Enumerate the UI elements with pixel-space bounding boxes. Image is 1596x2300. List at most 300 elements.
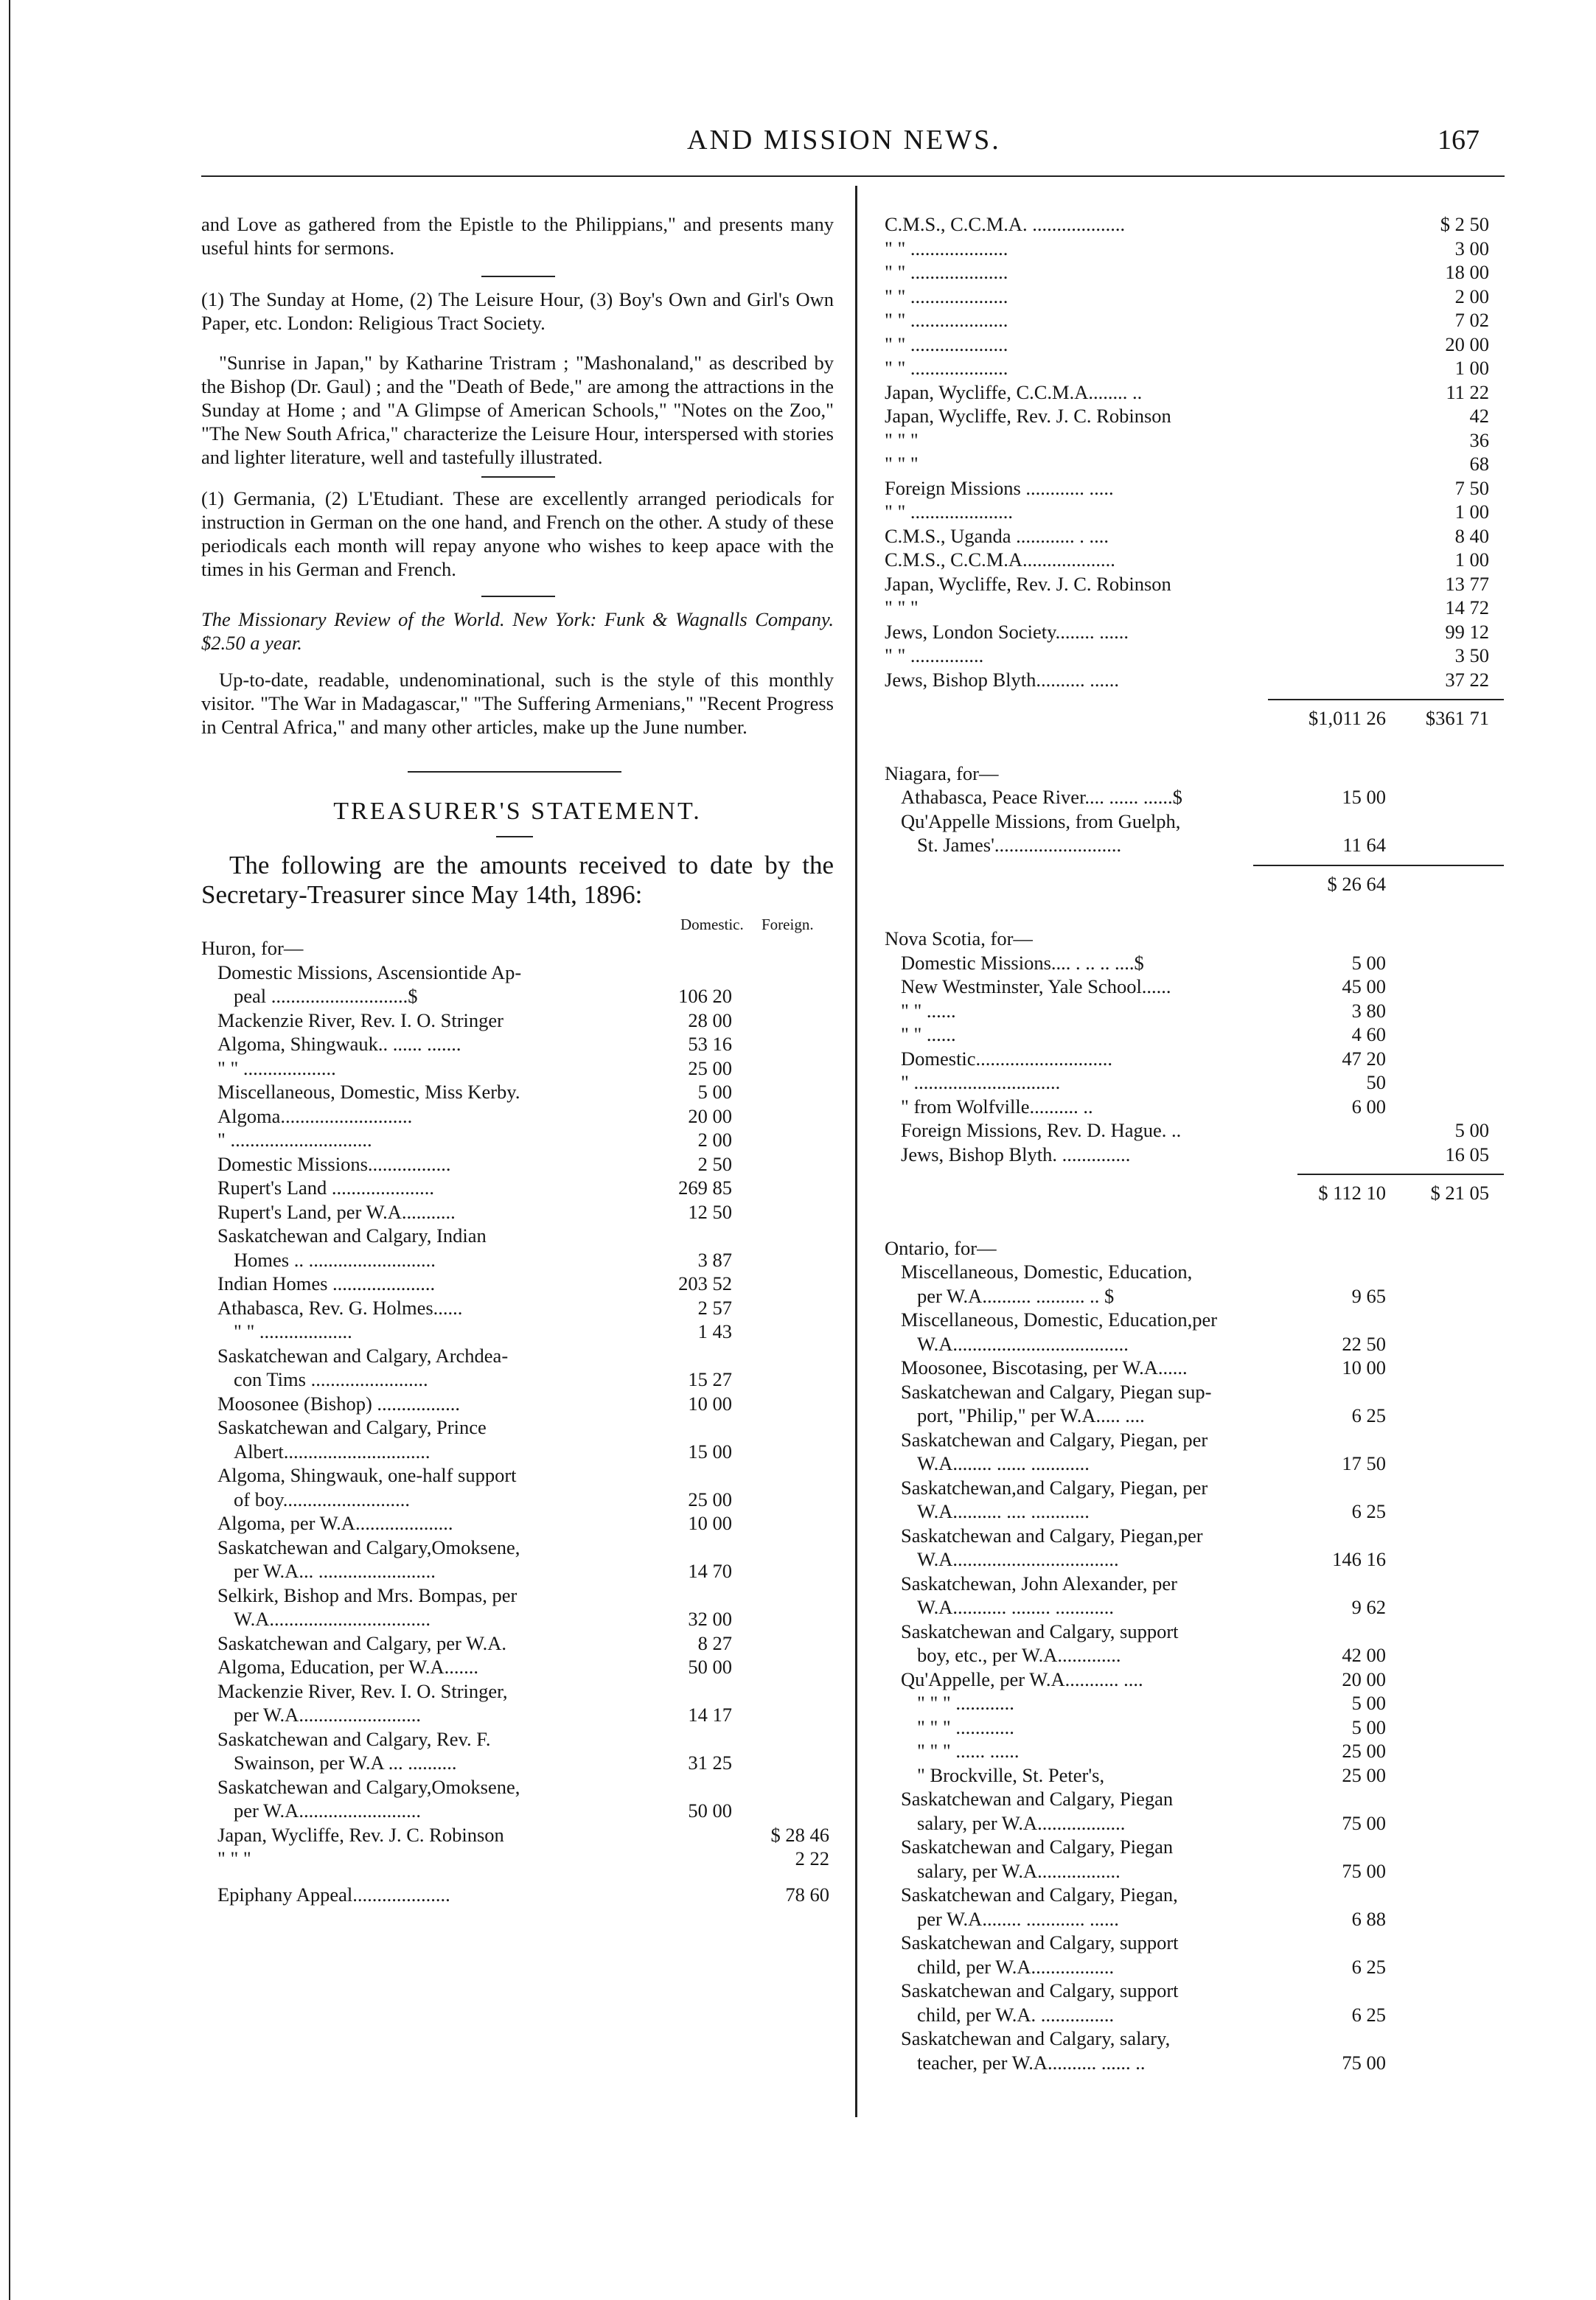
- domestic-amount: 2 00: [697, 1129, 732, 1151]
- entry-label: Rupert's Land .....................: [217, 1177, 435, 1199]
- entry-label: Saskatchewan and Calgary, support: [901, 1620, 1179, 1642]
- foreign-amount: 1 00: [1454, 501, 1489, 523]
- foreign-amount: 1 00: [1454, 357, 1489, 379]
- entry-label: " " ....................: [885, 237, 1008, 259]
- entry-label: per W.A.......... .......... .. $: [917, 1284, 1115, 1307]
- foreign-amount: 18 00: [1445, 261, 1489, 283]
- review-paragraph: Up-to-date, readable, undenominational, such is the style of this monthly visitor. "The War in Madagascar," "The Suffering Armenians," "Recent Progress in Central Africa," and many other articles, make up the June number.: [201, 669, 834, 738]
- entry-label: New Westminster, Yale School......: [901, 975, 1171, 997]
- entry-label: " " ....................: [885, 285, 1008, 307]
- ledger-row: [885, 1499, 1504, 1524]
- spacer: [885, 896, 1504, 927]
- ledger-row: [201, 961, 834, 985]
- foreign-amount: 36: [1469, 428, 1489, 451]
- entry-label: Albert..............................: [234, 1440, 431, 1463]
- foreign-amount: 78 60: [785, 1883, 829, 1906]
- nova-scotia-domestic-total: $ 112 10: [1318, 1182, 1386, 1204]
- ledger-row: [201, 1320, 834, 1344]
- ledger-row: [885, 1047, 1504, 1071]
- foreign-amount: 1 00: [1454, 548, 1489, 571]
- ledger-row: [201, 1415, 834, 1440]
- domestic-amount: 6 25: [1351, 2003, 1386, 2026]
- domestic-amount: 15 00: [1342, 786, 1386, 808]
- entry-label: " Brockville, St. Peter's,: [917, 1763, 1105, 1786]
- entry-label: " " ": [217, 1847, 251, 1869]
- entry-label: Qu'Appelle, per W.A........... ....: [901, 1668, 1143, 1690]
- domestic-amount: 9 65: [1351, 1284, 1386, 1307]
- ledger-row: [885, 1715, 1504, 1740]
- entry-label: child, per W.A. ...............: [917, 2003, 1115, 2026]
- ledger-row: [201, 1631, 834, 1656]
- foreign-amount: 20 00: [1445, 332, 1489, 355]
- domestic-amount: 6 88: [1351, 1907, 1386, 1930]
- ledger-row: [885, 2051, 1504, 2075]
- domestic-amount: 106 20: [678, 985, 732, 1007]
- entry-label: Saskatchewan and Calgary, support: [901, 1931, 1179, 1954]
- ledger-row: [885, 237, 1504, 261]
- domestic-amount: 25 00: [688, 1056, 732, 1079]
- entry-label: St. James'..........................: [917, 834, 1122, 856]
- domestic-amount: 6 25: [1351, 1955, 1386, 1978]
- entry-label: Homes .. ..........................: [234, 1248, 436, 1271]
- entry-label: boy, etc., per W.A.............: [917, 1644, 1121, 1666]
- ledger-row: [885, 1143, 1504, 1167]
- ledger-row: [885, 1356, 1504, 1380]
- ledger-row: [885, 999, 1504, 1023]
- ledger-row: [885, 308, 1504, 332]
- entry-label: Swainson, per W.A ... ..........: [234, 1752, 457, 1774]
- domestic-amount: 9 62: [1351, 1596, 1386, 1618]
- ledger-row: [201, 1511, 834, 1536]
- ledger-row: [201, 1463, 834, 1488]
- ledger-row: [885, 809, 1504, 834]
- section-heading: Nova Scotia, for—: [885, 927, 1033, 949]
- entry-label: Jews, Bishop Blyth. ..............: [901, 1143, 1131, 1165]
- domestic-amount: 42 00: [1342, 1644, 1386, 1666]
- ledger-row: [885, 524, 1504, 548]
- ledger-row: [885, 1763, 1504, 1788]
- foreign-amount: 7 50: [1454, 476, 1489, 499]
- domestic-amount: 3 87: [697, 1248, 732, 1271]
- foreign-amount: 13 77: [1445, 572, 1489, 595]
- treasurer-heading: TREASURER'S STATEMENT.: [333, 798, 702, 825]
- domestic-amount: 28 00: [688, 1008, 732, 1031]
- ledger-row: [201, 1200, 834, 1224]
- ledger-row: [201, 1008, 834, 1033]
- page-number: 167: [1438, 125, 1480, 156]
- entry-label: W.A.......... .... ............: [917, 1500, 1090, 1522]
- domestic-amount: 5 00: [1351, 951, 1386, 974]
- entry-label: child, per W.A.................: [917, 1955, 1115, 1978]
- ledger-row: [201, 1583, 834, 1608]
- huron-foreign-total: $361 71: [1425, 707, 1489, 729]
- ledger-row: [201, 1823, 834, 1847]
- foreign-amount: 16 05: [1445, 1143, 1489, 1165]
- review-paragraph: (1) Germania, (2) L'Etudiant. These are excellently arranged periodicals for instruction in German on the one hand, and French on the other. A study of these periodicals each month will repay anyone who wishes to keep apace with the times in his German and French.: [201, 487, 834, 580]
- ledger-row: [885, 1691, 1504, 1715]
- entry-label: Qu'Appelle Missions, from Guelph,: [901, 809, 1181, 832]
- ledger-row: [885, 1118, 1504, 1143]
- ledger-row: [885, 356, 1504, 380]
- domestic-amount: 53 16: [688, 1033, 732, 1055]
- foreign-amount: 5 00: [1454, 1119, 1489, 1141]
- ledger-row: [201, 1344, 834, 1368]
- domestic-amount: 50 00: [688, 1799, 732, 1822]
- ledger-row: [201, 1128, 834, 1152]
- entry-label: " " " ............: [917, 1692, 1014, 1714]
- entry-label: per W.A.........................: [234, 1799, 421, 1822]
- foreign-amount: 14 72: [1445, 596, 1489, 618]
- ledger-row: [885, 1620, 1504, 1644]
- entry-label: Saskatchewan,and Calgary, Piegan, per: [901, 1476, 1208, 1499]
- foreign-amount: 42: [1469, 405, 1489, 427]
- column-divider: [855, 186, 857, 2117]
- entry-label: Algoma, Shingwauk.. ...... .......: [217, 1033, 461, 1055]
- entry-label: Saskatchewan and Calgary, Piegan, per: [901, 1428, 1208, 1451]
- niagara-total-row: [885, 872, 1504, 896]
- entry-label: Saskatchewan and Calgary, salary,: [901, 2027, 1171, 2049]
- nova-scotia-foreign-total: $ 21 05: [1430, 1182, 1489, 1204]
- domestic-amount: 5 00: [1351, 1715, 1386, 1738]
- ledger-row: [885, 951, 1504, 975]
- domestic-amount: 31 25: [688, 1752, 732, 1774]
- entry-label: Japan, Wycliffe, Rev. J. C. Robinson: [885, 405, 1171, 427]
- entry-label: Mackenzie River, Rev. I. O. Stringer,: [217, 1679, 508, 1702]
- section-rule: [496, 836, 533, 837]
- entry-label: " " ....................: [885, 261, 1008, 283]
- review-paragraph: and Love as gathered from the Epistle to the Philippians," and presents many useful hints for sermons.: [201, 213, 834, 259]
- ledger-row: [885, 1380, 1504, 1404]
- ledger-row: [885, 1811, 1504, 1836]
- entry-label: per W.A........ ............ ......: [917, 1907, 1119, 1930]
- domestic-amount: 6 00: [1351, 1095, 1386, 1118]
- entry-label: Japan, Wycliffe, C.C.M.A........ ..: [885, 380, 1143, 403]
- entry-label: " " ....................: [885, 357, 1008, 379]
- foreign-amount: 2 22: [795, 1847, 829, 1869]
- ledger-row: [885, 1931, 1504, 1955]
- ledger-row: [885, 1308, 1504, 1332]
- entry-label: Saskatchewan and Calgary, Piegan: [901, 1836, 1174, 1858]
- domestic-amount: 4 60: [1351, 1023, 1386, 1045]
- entry-label: Foreign Missions ............ .....: [885, 476, 1114, 499]
- entry-label: Domestic Missions.... . .. .. ....$: [901, 951, 1144, 974]
- entry-label: Domestic............................: [901, 1047, 1113, 1070]
- ledger-row: [885, 1404, 1504, 1428]
- domestic-amount: 11 64: [1342, 834, 1386, 856]
- entry-label: C.M.S., Uganda ............ . ....: [885, 524, 1109, 547]
- right-column: [885, 212, 1504, 2074]
- domestic-amount: 20 00: [1342, 1668, 1386, 1690]
- domestic-amount: 75 00: [1342, 1859, 1386, 1882]
- ledger-row: [885, 476, 1504, 501]
- niagara-domestic-total: $ 26 64: [1327, 872, 1386, 895]
- entry-label: " " " ............: [917, 1715, 1014, 1738]
- domestic-amount: 47 20: [1342, 1047, 1386, 1070]
- review-paragraph: The Missionary Review of the World. New York: Funk & Wagnalls Company. $2.50 a year.: [201, 608, 834, 654]
- ledger-row: [885, 1524, 1504, 1548]
- domestic-amount: 50 00: [688, 1656, 732, 1678]
- entry-label: Algoma...........................: [217, 1104, 413, 1127]
- ledger-row: [201, 1224, 834, 1248]
- foreign-amount: 8 40: [1454, 524, 1489, 547]
- domestic-amount: 8 27: [697, 1631, 732, 1654]
- ledger-row: [885, 1284, 1504, 1308]
- domestic-amount: 14 17: [688, 1704, 732, 1726]
- ledger-row: [885, 2027, 1504, 2051]
- ledger-row: [201, 1488, 834, 1512]
- entry-label: Indian Homes .....................: [217, 1272, 436, 1294]
- header-rule: [201, 175, 1505, 177]
- domestic-amount: 2 50: [697, 1152, 732, 1175]
- ledger-row: [885, 1883, 1504, 1907]
- entry-label: Saskatchewan and Calgary, support: [901, 1979, 1179, 2001]
- section-rule: [481, 596, 555, 597]
- entry-label: Saskatchewan and Calgary, Rev. F.: [217, 1727, 491, 1750]
- ledger-row: [885, 1907, 1504, 1931]
- entry-label: Epiphany Appeal....................: [217, 1883, 450, 1906]
- ledger-row: [885, 1022, 1504, 1047]
- entry-label: Miscellaneous, Domestic, Miss Kerby.: [217, 1081, 520, 1103]
- entry-label: " " ": [885, 596, 919, 618]
- ledger-row: [201, 1296, 834, 1320]
- ledger-row: [885, 572, 1504, 596]
- ledger-row: [201, 1248, 834, 1272]
- entry-label: port, "Philip," per W.A..... ....: [917, 1404, 1145, 1426]
- domestic-amount: 75 00: [1342, 1811, 1386, 1834]
- spacer: [885, 731, 1504, 762]
- ledger-row: [885, 1452, 1504, 1476]
- entry-label: C.M.S., C.C.M.A...................: [885, 548, 1115, 571]
- entry-label: of boy..........................: [234, 1488, 410, 1510]
- entry-label: Japan, Wycliffe, Rev. J. C. Robinson: [217, 1823, 504, 1846]
- foreign-amount: $ 2 50: [1440, 213, 1489, 235]
- entry-label: Saskatchewan and Calgary, Piegan sup-: [901, 1380, 1212, 1403]
- entry-label: Saskatchewan and Calgary,Omoksene,: [217, 1775, 520, 1798]
- entry-label: W.A....................................: [917, 1332, 1129, 1355]
- domestic-amount: 15 27: [688, 1368, 732, 1390]
- ledger-row: [885, 620, 1504, 644]
- foreign-amount: 7 02: [1454, 309, 1489, 331]
- ledger-row: [885, 644, 1504, 668]
- entry-label: Athabasca, Peace River.... ...... ......$: [901, 786, 1182, 808]
- spacer: [885, 1205, 1504, 1236]
- entry-label: Saskatchewan and Calgary, Indian: [217, 1224, 487, 1247]
- entry-label: Miscellaneous, Domestic, Education,per: [901, 1308, 1218, 1331]
- ledger-row: [201, 1727, 834, 1752]
- domestic-amount: 45 00: [1342, 975, 1386, 997]
- ledger-row: [885, 1547, 1504, 1572]
- domestic-amount: 6 25: [1351, 1500, 1386, 1522]
- section-rule: [481, 276, 555, 277]
- entry-label: Algoma, per W.A....................: [217, 1512, 453, 1534]
- ledger-row: [885, 332, 1504, 357]
- entry-label: per W.A.........................: [234, 1704, 421, 1726]
- ledger-row: [885, 1643, 1504, 1668]
- entry-label: Saskatchewan and Calgary, Archdea-: [217, 1344, 509, 1367]
- column-headings: [201, 916, 834, 936]
- ledger-row: [885, 548, 1504, 572]
- ledger-row: [885, 1835, 1504, 1859]
- entry-label: W.A........... ........ ............: [917, 1596, 1114, 1618]
- huron-continued-table: [885, 212, 1504, 691]
- ledger-row: [885, 1979, 1504, 2003]
- entry-label: Algoma, Education, per W.A.......: [217, 1656, 479, 1678]
- ledger-row: [201, 1367, 834, 1392]
- foreign-amount: 99 12: [1445, 620, 1489, 643]
- entry-label: " " ": [885, 428, 919, 451]
- domestic-amount: 3 80: [1351, 999, 1386, 1022]
- ledger-row: [885, 668, 1504, 692]
- domestic-amount: 25 00: [1342, 1740, 1386, 1762]
- entry-label: W.A.................................: [234, 1608, 431, 1630]
- domestic-amount: 203 52: [678, 1272, 732, 1294]
- total-rule: [1268, 699, 1504, 700]
- domestic-amount: 10 00: [1342, 1356, 1386, 1379]
- nova-scotia-total-row: [885, 1181, 1504, 1205]
- entry-label: " " ...............: [885, 644, 984, 666]
- ledger-row: [885, 785, 1504, 809]
- domestic-amount: 14 70: [688, 1560, 732, 1582]
- ledger-row: [201, 1679, 834, 1704]
- total-rule: [1297, 1174, 1504, 1175]
- left-column: [201, 212, 834, 1906]
- entry-label: " " " ...... ......: [917, 1740, 1020, 1762]
- ledger-row: [201, 1883, 834, 1907]
- ledger-row: [885, 1428, 1504, 1452]
- entry-label: W.A..................................: [917, 1548, 1119, 1570]
- huron-domestic-total: $1,011 26: [1308, 707, 1386, 729]
- entry-label: Athabasca, Rev. G. Holmes......: [217, 1296, 463, 1319]
- review-paragraph: "Sunrise in Japan," by Katharine Tristram ; "Mashonaland," as described by the Bishop (Dr. Gaul) ; and the "Death of Bede," are among the attractions in the Sunday at Home ; and "A Glimpse of American Schools," "Notes on the Zoo," "The New South Africa," characterize the Leisure Hour, interspersed with stories and lighter literature, well and tastefully illustrated.: [201, 352, 834, 468]
- domestic-amount: 5 00: [697, 1081, 732, 1103]
- section-rule: [408, 771, 621, 773]
- entry-label: " ..............................: [901, 1071, 1061, 1093]
- domestic-amount: 20 00: [688, 1104, 732, 1127]
- ledger-row: [885, 1332, 1504, 1356]
- review-paragraph: (1) The Sunday at Home, (2) The Leisure Hour, (3) Boy's Own and Girl's Own Paper, etc. London: Religious Tract Society.: [201, 288, 834, 334]
- entry-label: Selkirk, Bishop and Mrs. Bompas, per: [217, 1583, 518, 1606]
- ledger-row: [885, 452, 1504, 476]
- entry-label: Jews, London Society........ ......: [885, 620, 1129, 643]
- entry-label: Saskatchewan, John Alexander, per: [901, 1572, 1177, 1595]
- ledger-row: [885, 380, 1504, 405]
- ledger-row: [201, 984, 834, 1008]
- entry-label: " " ....................: [885, 332, 1008, 355]
- foreign-amount: 2 00: [1454, 285, 1489, 307]
- section-heading: Ontario, for—: [885, 1236, 997, 1259]
- running-title: AND MISSION NEWS.: [687, 125, 1001, 156]
- ledger-row: [885, 1668, 1504, 1692]
- ledger-row: [885, 1595, 1504, 1620]
- entry-label: Saskatchewan and Calgary, Prince: [217, 1416, 487, 1438]
- ledger-row: [885, 2003, 1504, 2027]
- entry-label: " " ...................: [234, 1320, 352, 1342]
- foreign-amount: $ 28 46: [770, 1823, 829, 1846]
- ledger-row: [201, 1152, 834, 1177]
- section-rule: [481, 476, 555, 478]
- ledger-row: [201, 1440, 834, 1464]
- ledger-row: [201, 1056, 834, 1081]
- domestic-amount: 22 50: [1342, 1332, 1386, 1355]
- ledger-row: [201, 1392, 834, 1416]
- ledger-row: [201, 1847, 834, 1871]
- entry-label: " .............................: [217, 1129, 372, 1151]
- ledger-row: [201, 1775, 834, 1799]
- domestic-amount: 12 50: [688, 1200, 732, 1223]
- nova-scotia-table: [885, 951, 1504, 1167]
- domestic-amount: 1 43: [697, 1320, 732, 1342]
- entry-label: " " .....................: [885, 501, 1014, 523]
- entry-label: Japan, Wycliffe, Rev. J. C. Robinson: [885, 572, 1171, 595]
- foreign-amount: 11 22: [1446, 380, 1489, 403]
- ledger-row: [885, 596, 1504, 620]
- entry-label: Foreign Missions, Rev. D. Hague. ..: [901, 1119, 1182, 1141]
- ledger-row: [201, 1536, 834, 1560]
- entry-label: Saskatchewan and Calgary, Piegan,per: [901, 1524, 1203, 1547]
- domestic-amount: 32 00: [688, 1608, 732, 1630]
- domestic-amount: 2 57: [697, 1296, 732, 1319]
- ledger-row: [885, 1859, 1504, 1883]
- entry-label: Saskatchewan and Calgary, Piegan,: [901, 1883, 1178, 1906]
- page-header: [0, 124, 1596, 175]
- ledger-row: [885, 1070, 1504, 1095]
- domestic-amount: 17 50: [1342, 1452, 1386, 1474]
- domestic-heading: Domestic.: [680, 916, 744, 933]
- entry-label: " " ....................: [885, 309, 1008, 331]
- domestic-amount: 10 00: [688, 1512, 732, 1534]
- entry-label: con Tims ........................: [234, 1368, 428, 1390]
- ledger-row: [201, 1799, 834, 1823]
- ledger-row: [201, 1104, 834, 1129]
- ledger-row: [885, 833, 1504, 857]
- entry-label: salary, per W.A..................: [917, 1811, 1126, 1834]
- ledger-row: [201, 1607, 834, 1631]
- entry-label: Saskatchewan and Calgary, Piegan: [901, 1788, 1174, 1810]
- ledger-row: [885, 1572, 1504, 1596]
- entry-label: per W.A... ........................: [234, 1560, 436, 1582]
- treasurer-intro: The following are the amounts received to date by the Secretary-Treasurer since May 14th, 1896:: [201, 851, 834, 909]
- domestic-amount: 10 00: [688, 1392, 732, 1415]
- huron-table: [201, 936, 834, 1906]
- entry-label: Saskatchewan and Calgary,Omoksene,: [217, 1536, 520, 1558]
- entry-label: Moosonee, Biscotasing, per W.A......: [901, 1356, 1188, 1379]
- ledger-row: [201, 1272, 834, 1296]
- ledger-row: [201, 1655, 834, 1679]
- entry-label: Domestic Missions, Ascensiontide Ap-: [217, 961, 522, 983]
- ledger-row: [885, 1095, 1504, 1119]
- ledger-row: [885, 1787, 1504, 1811]
- entry-label: " " ": [885, 453, 919, 475]
- entry-label: Algoma, Shingwauk, one-half support: [217, 1464, 517, 1486]
- entry-label: salary, per W.A.................: [917, 1859, 1121, 1882]
- ledger-row: [885, 285, 1504, 309]
- ledger-row: [885, 500, 1504, 524]
- ledger-row: [201, 936, 834, 961]
- niagara-table: [885, 785, 1504, 857]
- ledger-row: [885, 1955, 1504, 1979]
- ledger-row: [885, 1476, 1504, 1500]
- ledger-row: [201, 1559, 834, 1583]
- entry-label: peal ............................$: [234, 985, 418, 1007]
- entry-label: W.A........ ...... ............: [917, 1452, 1090, 1474]
- entry-label: Rupert's Land, per W.A...........: [217, 1200, 456, 1223]
- ledger-row: [885, 428, 1504, 453]
- ledger-row: [885, 212, 1504, 237]
- ledger-row: [885, 404, 1504, 428]
- entry-label: teacher, per W.A.......... ...... ..: [917, 2051, 1146, 2074]
- page-edge-line: [9, 0, 10, 2300]
- entry-label: Huron, for—: [201, 937, 304, 959]
